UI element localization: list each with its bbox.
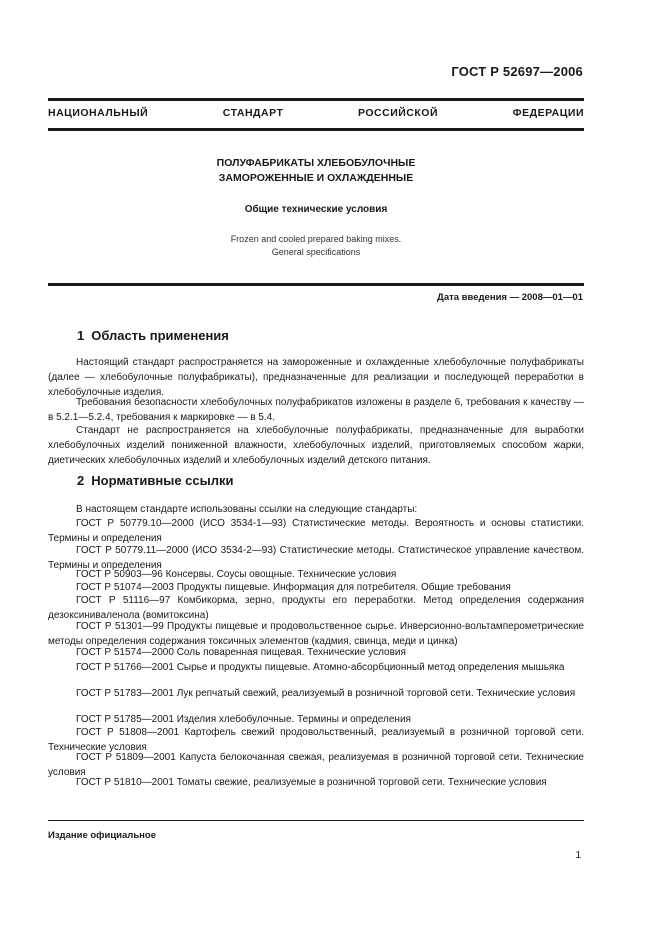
reference-item: ГОСТ Р 51809—2001 Капуста белокочанная свежая, реализуемая в розничной торговой сети. Технические условия	[48, 752, 584, 778]
section-number: 1	[77, 328, 85, 343]
reference-item: ГОСТ Р 51574—2000 Соль поваренная пищевая. Технические условия	[76, 647, 406, 658]
reference-item: ГОСТ Р 51785—2001 Изделия хлебобулочные. Термины и определения	[76, 714, 411, 725]
section-number: 2	[77, 473, 85, 488]
header-rule	[48, 98, 584, 101]
section-heading-text: Нормативные ссылки	[91, 473, 234, 488]
reference-item: ГОСТ Р 51116—97 Комбикорма, зерно, продукты его переработки. Метод определения содержания дезоксиниваленола (вомитоксина)	[48, 595, 584, 621]
reference-item: ГОСТ Р 51810—2001 Томаты свежие, реализуемые в розничной торговой сети. Технические условия	[76, 777, 547, 788]
header-rule-lower	[48, 128, 584, 131]
paragraph: Настоящий стандарт распространяется на замороженные и охлажденные хлебобулочные полуфабрикаты (далее — хлебобулочные полуфабрикаты), предназначенные для реализации и последующей переработки в хлебобулочные изделия.	[48, 357, 584, 398]
page-number: 1	[575, 850, 581, 861]
english-title-line-1: Frozen and cooled prepared baking mixes.	[230, 234, 402, 244]
footer-rule	[48, 820, 584, 821]
english-title	[48, 233, 584, 259]
reference-item: ГОСТ Р 51783—2001 Лук репчатый свежий, реализуемый в розничной торговой сети. Технические условия	[76, 688, 576, 699]
document-code: ГОСТ Р 52697—2006	[451, 64, 583, 79]
document-title	[48, 156, 584, 186]
standard-title: НАЦИОНАЛЬНЫЙ СТАНДАРТ РОССИЙСКОЙ ФЕДЕРАЦИИ	[48, 107, 584, 119]
title-line-1: ПОЛУФАБРИКАТЫ ХЛЕБОБУЛОЧНЫЕ	[216, 157, 416, 169]
section-2-heading	[77, 473, 233, 488]
reference-item: ГОСТ Р 50903—96 Консервы. Соусы овощные. Технические условия	[76, 569, 397, 580]
reference-item: ГОСТ Р 50779.10—2000 (ИСО 3534-1—93) Статистические методы. Вероятность и основы статистики. Термины и определения	[48, 518, 584, 544]
reference-intro: В настоящем стандарте использованы ссылки на следующие стандарты:	[76, 504, 418, 515]
paragraph: Требования безопасности хлебобулочных полуфабрикатов изложены в разделе 6, требования к качеству — в 5.2.1—5.2.4, требования к маркировке — в 5.4.	[48, 397, 584, 423]
section-heading-text: Область применения	[91, 328, 229, 343]
reference-item: ГОСТ Р 51074—2003 Продукты пищевые. Информация для потребителя. Общие требования	[76, 582, 511, 593]
official-edition-label: Издание официальное	[48, 830, 156, 841]
paragraph: Стандарт не распространяется на хлебобулочные полуфабрикаты, предназначенные для выработки хлебобулочных изделий пониженной влажности, хлебобулочных изделий, приготовляемых способом жарки, диетических хлебобулочных изделий и хлебобулочных изделий детского питания.	[48, 425, 584, 466]
reference-item: ГОСТ Р 51766—2001 Сырье и продукты пищевые. Атомно-абсорбционный метод определения мышьяка	[76, 662, 565, 673]
title-line-2: ЗАМОРОЖЕННЫЕ И ОХЛАЖДЕННЫЕ	[218, 172, 414, 184]
document-subtitle: Общие технические условия	[244, 204, 388, 215]
reference-item: ГОСТ Р 51808—2001 Картофель свежий продовольственный, реализуемый в розничной торговой сети. Технические условия	[48, 727, 584, 753]
introduction-date: Дата введения — 2008—01—01	[437, 292, 583, 303]
section-1-heading	[77, 328, 229, 343]
title-rule	[48, 283, 584, 286]
reference-item: ГОСТ Р 51301—99 Продукты пищевые и продовольственное сырье. Инверсионно-вольтамперометрические методы определения содержания токсичных элементов (кадмия, свинца, меди и цинка)	[48, 621, 584, 647]
english-title-line-2: General specifications	[271, 247, 361, 257]
reference-item: ГОСТ Р 50779.11—2000 (ИСО 3534-2—93) Статистические методы. Статистическое управление качеством. Термины и определения	[48, 545, 584, 571]
